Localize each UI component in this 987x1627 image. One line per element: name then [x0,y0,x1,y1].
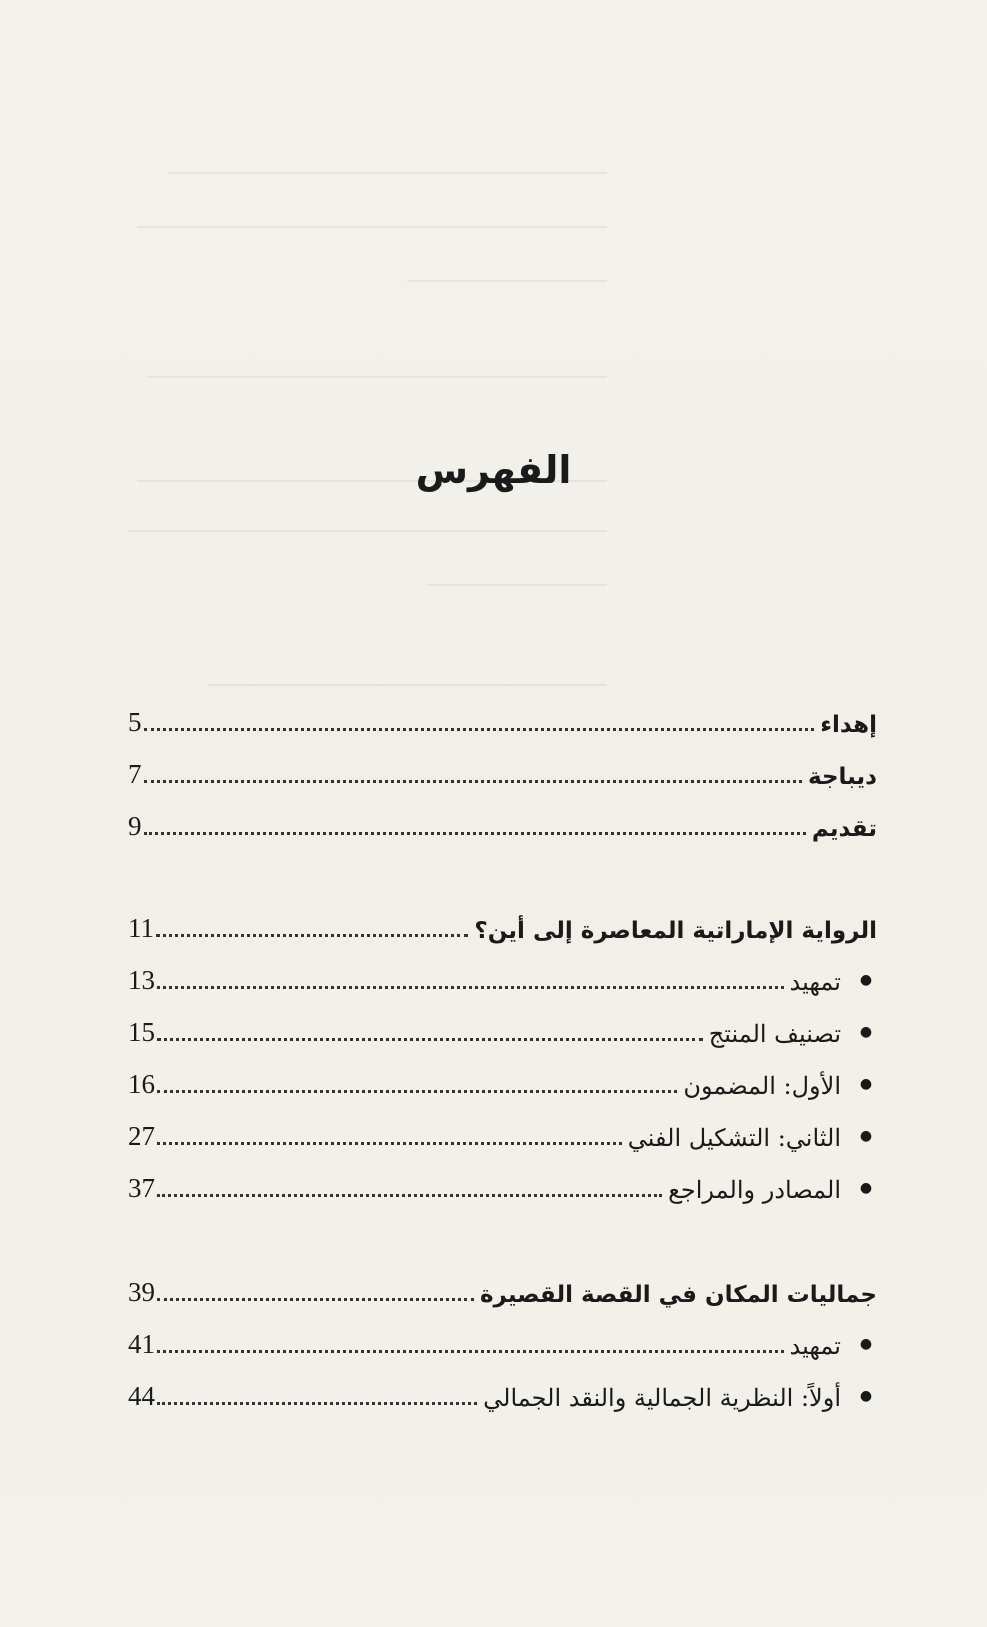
dot-leader [157,985,784,989]
toc-page-number: 15 [128,1017,155,1047]
page-title: الفهرس [415,448,572,492]
dot-leader [157,1193,662,1197]
show-through-line [127,530,607,532]
bullet-icon: ● [859,1076,873,1092]
toc-page-number: 16 [128,1069,155,1099]
toc-entry-label: أولاً: النظرية الجمالية والنقد الجمالي [483,1384,841,1412]
toc-entry [128,1112,877,1152]
toc-entry-label: تمهيد [789,968,841,996]
dot-leader [157,1037,703,1041]
toc-page-number: 39 [128,1277,155,1307]
toc-entry-label: إهداء [820,712,877,738]
toc-page-number: 11 [128,913,154,943]
toc-entry [128,1372,877,1412]
bullet-icon: ● [859,1128,873,1144]
toc-entry [128,1008,877,1048]
toc-entry [128,1060,877,1100]
toc-page-number: 44 [128,1381,155,1411]
dot-leader [157,1401,477,1405]
toc-entry-label: ديباجة [808,764,877,790]
toc-entry [128,698,877,738]
toc-entry-label: الرواية الإماراتية المعاصرة إلى أين؟ [474,918,877,944]
show-through-line [207,684,607,686]
toc-entry-label: جماليات المكان في القصة القصيرة [479,1282,877,1308]
toc-entry [128,956,877,996]
toc-page-number: 5 [128,707,142,737]
show-through-line [137,226,607,228]
toc-entry [128,750,877,790]
toc-entry [128,802,877,842]
toc-page-number: 7 [128,759,142,789]
show-through-line [407,280,607,282]
toc-page-number: 37 [128,1173,155,1203]
toc-page-number: 13 [128,965,155,995]
toc-entry [128,904,877,944]
dot-leader [157,1141,622,1145]
toc-page-number: 9 [128,811,142,841]
dot-leader [144,831,806,835]
bullet-icon: ● [859,1180,873,1196]
dot-leader [157,1089,677,1093]
toc-entry-label: تقديم [811,816,877,842]
toc-entry [128,1268,877,1308]
bullet-icon: ● [859,1336,873,1352]
dot-leader [157,1349,784,1353]
bullet-icon: ● [859,1024,873,1040]
show-through-line [147,376,607,378]
toc-entry-label: تصنيف المنتج [708,1020,841,1048]
bullet-icon: ● [859,1388,873,1404]
toc-page-number: 27 [128,1121,155,1151]
toc-page-number: 41 [128,1329,155,1359]
toc-entry-label: الأول: المضمون [683,1072,841,1100]
show-through-line [427,584,607,586]
toc-entry-label: الثاني: التشكيل الفني [627,1124,841,1152]
bullet-icon: ● [859,972,873,988]
toc-entry [128,1164,877,1204]
dot-leader [156,933,468,937]
dot-leader [144,779,802,783]
show-through-line [167,172,607,174]
toc-entry [128,1320,877,1360]
toc-entry-label: تمهيد [789,1332,841,1360]
dot-leader [157,1297,474,1301]
toc-entry-label: المصادر والمراجع [668,1176,841,1204]
dot-leader [144,727,814,731]
